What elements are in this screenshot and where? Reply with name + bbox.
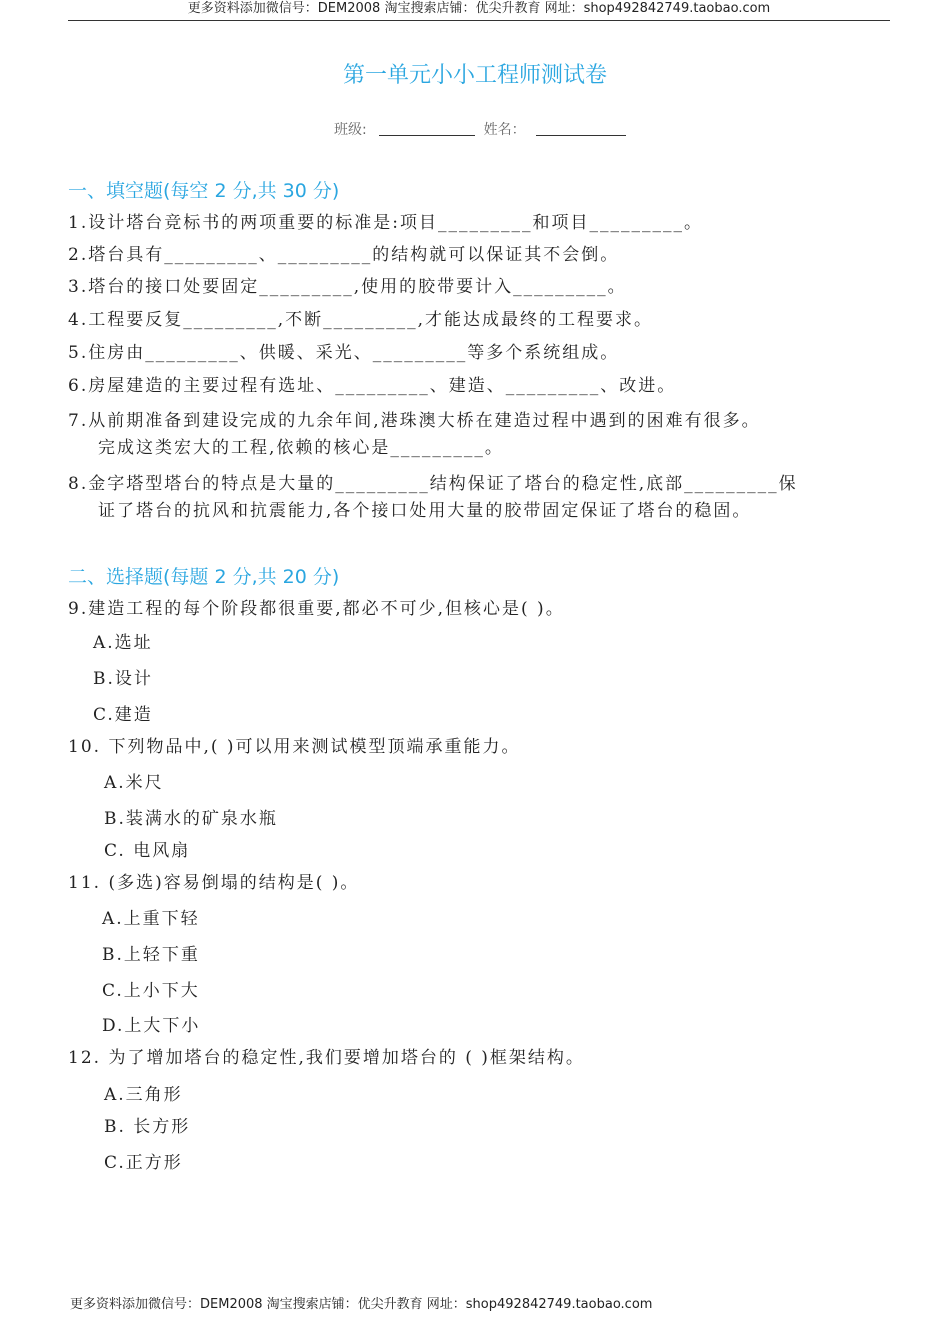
question-12: 12. 为了增加塔台的稳定性,我们要增加塔台的 ( )框架结构。	[68, 1048, 585, 1068]
student-info	[334, 119, 626, 139]
page-footer: 更多资料添加微信号：DEM2008 淘宝搜索店铺：优尖升教育 网址：shop492842749.taobao.com	[70, 1297, 653, 1312]
page-title: 第一单元小小工程师测试卷	[342, 63, 607, 88]
question-12-option-c[interactable]: C.正方形	[104, 1153, 183, 1173]
question-7-line1: 7.从前期准备到建设完成的九余年间,港珠澳大桥在建造过程中遇到的困难有很多。	[68, 411, 761, 431]
question-3: 3.塔台的接口处要固定_________,使用的胶带要计入_________。	[68, 277, 627, 297]
question-11-option-c[interactable]: C.上小下大	[102, 981, 200, 1001]
question-9-option-b[interactable]: B.设计	[93, 669, 153, 689]
question-8-line1: 8.金字塔型塔台的特点是大量的_________结构保证了塔台的稳定性,底部_________保	[68, 474, 798, 494]
name-label: 姓名：	[483, 122, 526, 138]
name-blank[interactable]	[536, 121, 626, 136]
section-choice-title: 二、选择题(每题 2 分,共 20 分)	[68, 566, 340, 588]
question-11-option-b[interactable]: B.上轻下重	[102, 945, 200, 965]
question-5: 5.住房由_________、供暖、采光、_________等多个系统组成。	[68, 343, 620, 363]
question-2: 2.塔台具有_________、_________的结构就可以保证其不会倒。	[68, 245, 620, 265]
question-10-option-b[interactable]: B.装满水的矿泉水瓶	[104, 809, 278, 829]
section-fill-blank-title: 一、填空题(每空 2 分,共 30 分)	[68, 180, 340, 202]
question-10-option-c[interactable]: C. 电风扇	[104, 841, 191, 861]
page-header: 更多资料添加微信号：DEM2008 淘宝搜索店铺：优尖升教育 网址：shop492842749.taobao.com	[68, 0, 890, 21]
question-10-option-a[interactable]: A.米尺	[104, 773, 164, 793]
question-12-option-b[interactable]: B. 长方形	[104, 1117, 191, 1137]
class-label: 班级:	[334, 122, 367, 138]
question-12-option-a[interactable]: A.三角形	[104, 1085, 183, 1105]
question-4: 4.工程要反复_________,不断_________,才能达成最终的工程要求。	[68, 310, 654, 330]
question-7-line2: 完成这类宏大的工程,依赖的核心是_________。	[98, 438, 504, 458]
class-blank[interactable]	[379, 121, 475, 136]
question-9: 9.建造工程的每个阶段都很重要,都必不可少,但核心是( )。	[68, 599, 565, 619]
question-11: 11. (多选)容易倒塌的结构是( )。	[68, 873, 360, 893]
question-6: 6.房屋建造的主要过程有选址、_________、建造、_________、改进。	[68, 376, 677, 396]
question-1: 1.设计塔台竞标书的两项重要的标准是:项目_________和项目_________。	[68, 213, 703, 233]
question-9-option-a[interactable]: A.选址	[93, 633, 153, 653]
question-9-option-c[interactable]: C.建造	[93, 705, 153, 725]
question-11-option-a[interactable]: A.上重下轻	[102, 909, 200, 929]
question-8-line2: 证了塔台的抗风和抗震能力,各个接口处用大量的胶带固定保证了塔台的稳固。	[98, 501, 752, 521]
question-11-option-d[interactable]: D.上大下小	[102, 1016, 201, 1036]
question-10: 10. 下列物品中,( )可以用来测试模型顶端承重能力。	[68, 737, 521, 757]
